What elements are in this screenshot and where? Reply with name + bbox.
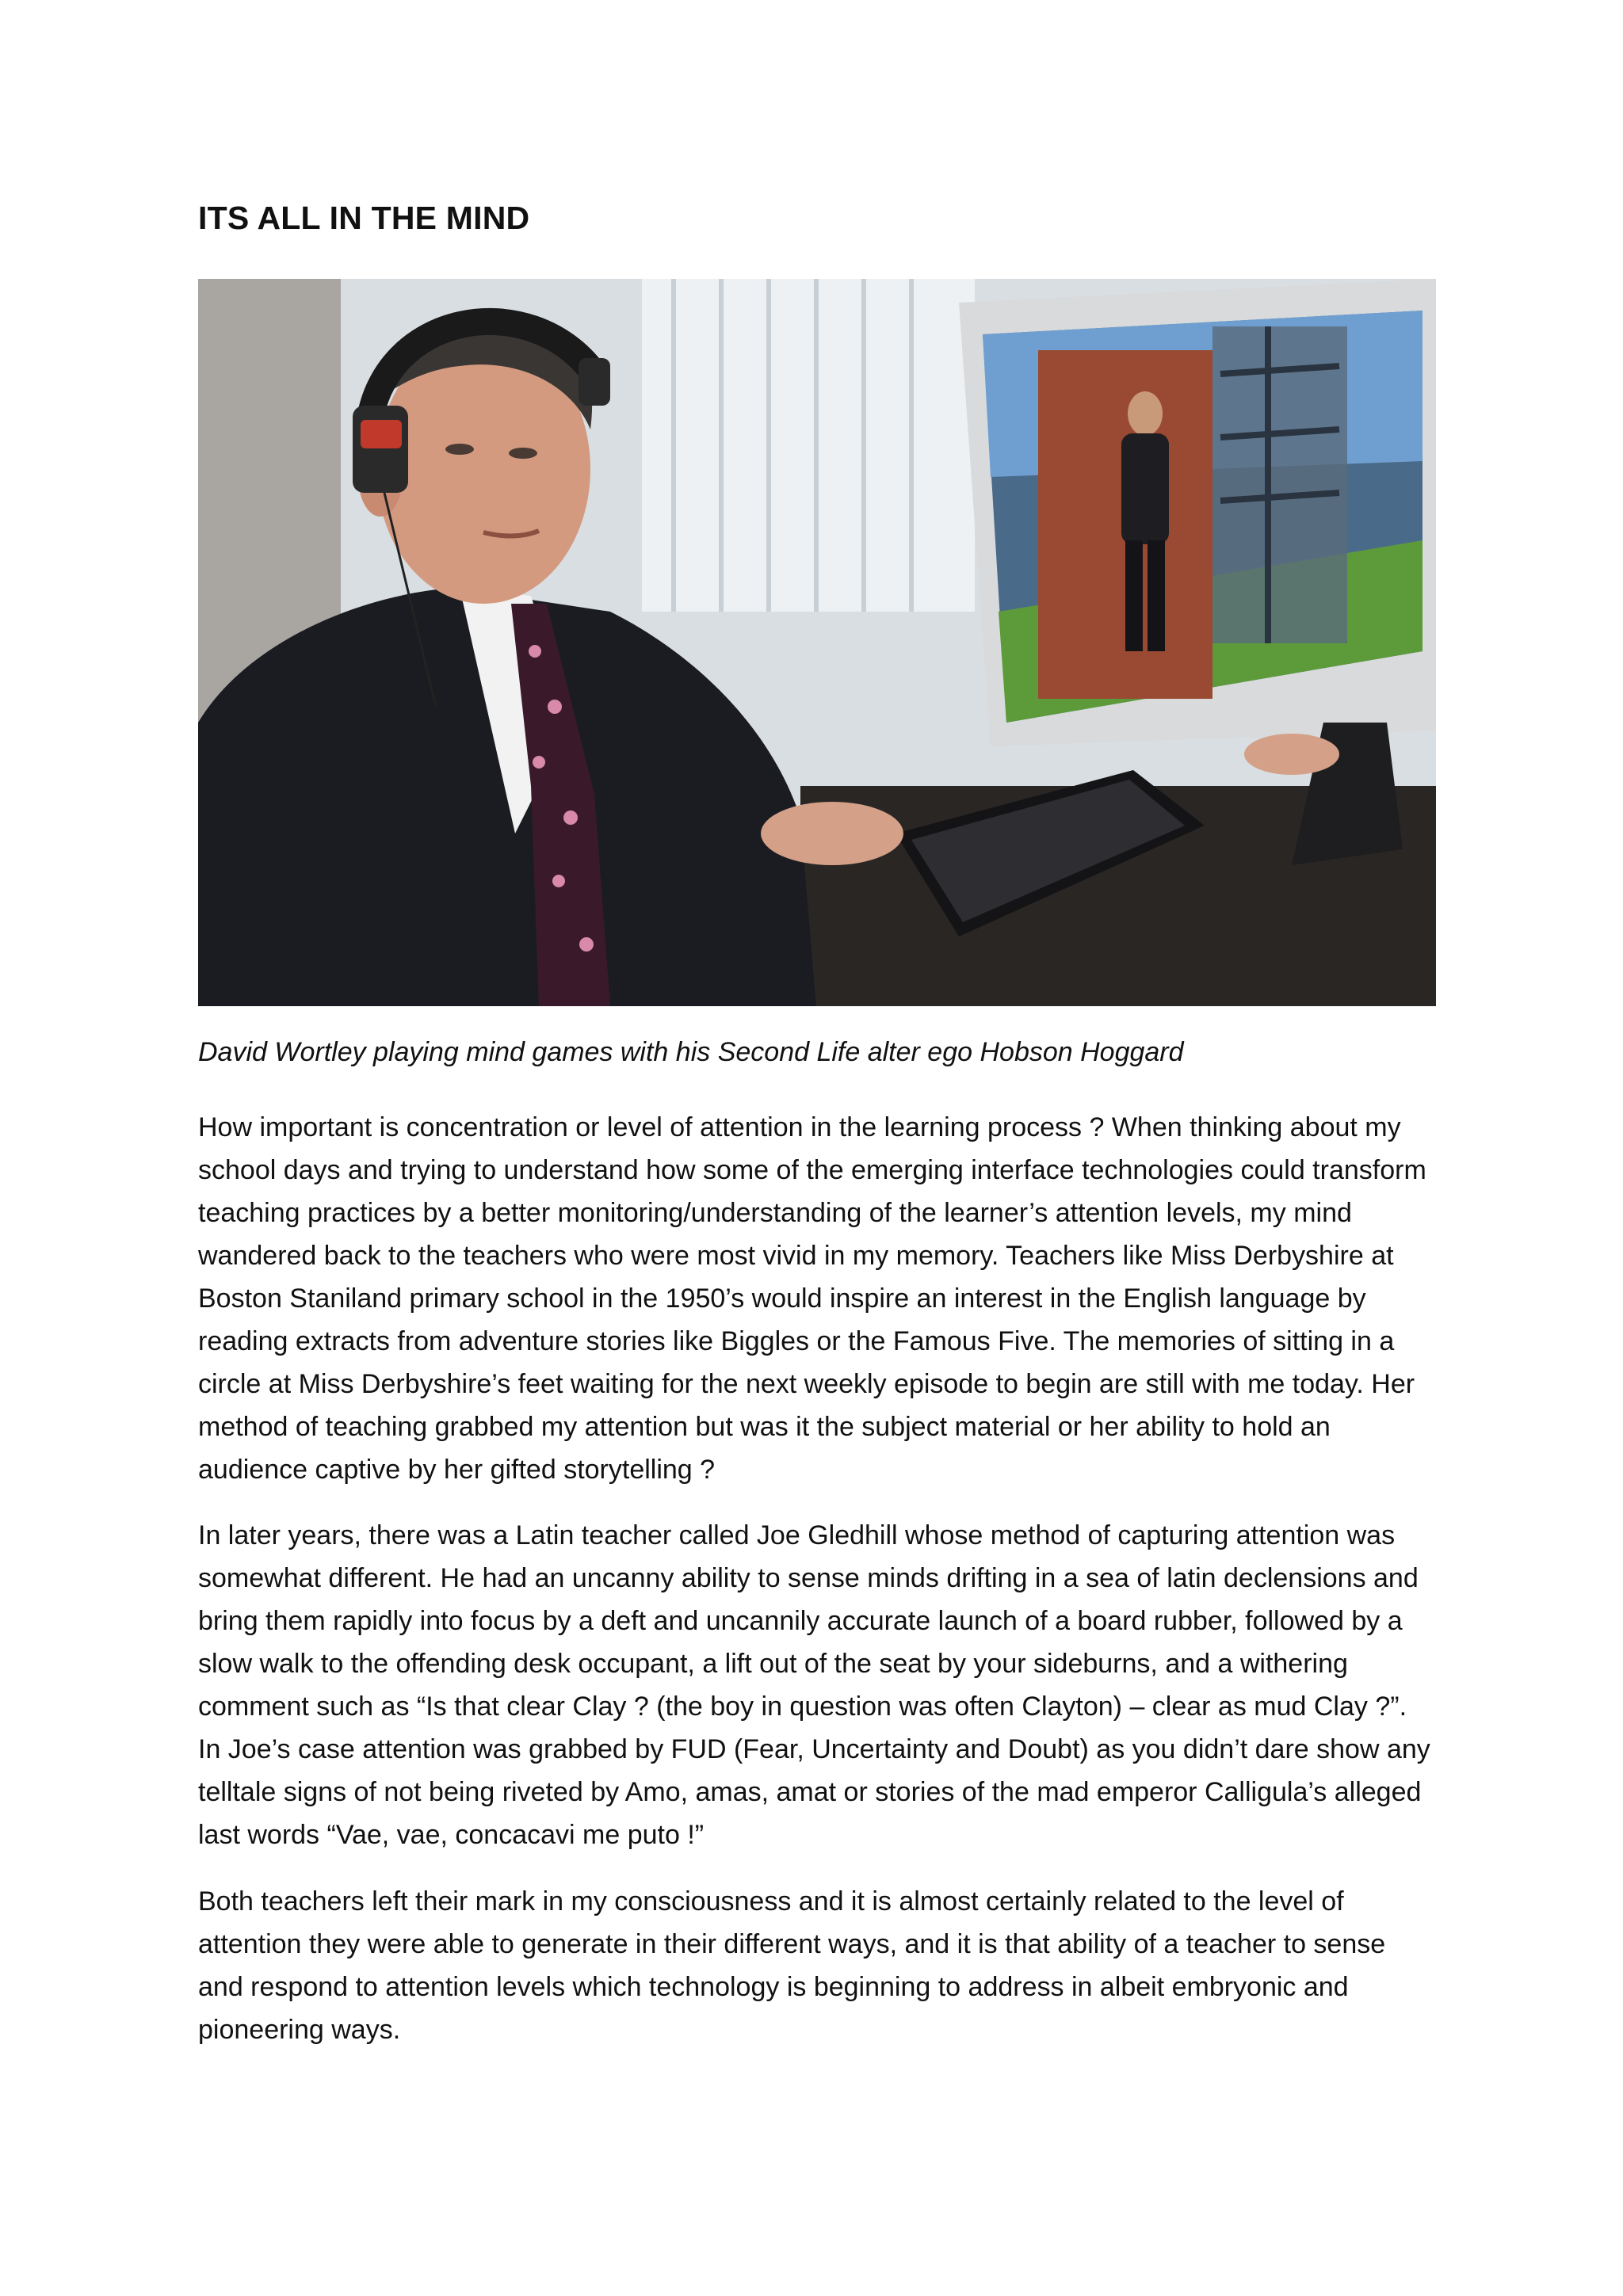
page-title: ITS ALL IN THE MIND <box>198 200 530 236</box>
body-paragraph: In later years, there was a Latin teacher called Joe Gledhill whose method of capturing attention was somewhat different. He had an uncanny ability to sense minds drifting in a sea of latin declensions and bring them rapidly into focus by a deft and uncannily accurate launch of a board rubber, followed by a slow walk to the offending desk occupant, a lift out of the seat by your sideburns, and a withering comment such as “Is that clear Clay ? (the boy in question was often Clayton) – clear as mud Clay ?”. In Joe’s case attention was grabbed by FUD (Fear, Uncertainty and Doubt) as you didn’t dare show any telltale signs of not being riveted by Amo, amas, amat or stories of the mad emperor Calligula’s alleged last words “Vae, vae, concacavi me puto !” <box>198 1520 1430 1850</box>
photo-caption: David Wortley playing mind games with his Second Life alter ego Hobson Hoggard <box>198 1037 1184 1067</box>
photo-man-eeg-headset-icon <box>198 279 1436 1006</box>
article-photo <box>198 279 1436 1006</box>
body-paragraph: Both teachers left their mark in my consciousness and it is almost certainly related to the level of attention they were able to generate in their different ways, and it is that ability of a teacher to sense and respond to attention levels which technology is beginning to address in albeit embryonic and pioneering ways. <box>198 1886 1386 2045</box>
body-paragraph: How important is concentration or level of attention in the learning process ? When thinking about my school days and trying to understand how some of the emerging interface technologies could transform teaching practices by a better monitoring/understanding of the learner’s attention levels, my mind wandered back to the teachers who were most vivid in my memory. Teachers like Miss Derbyshire at Boston Staniland primary school in the 1950’s would inspire an interest in the English language by reading extracts from adventure stories like Biggles or the Famous Five. The memories of sitting in a circle at Miss Derbyshire’s feet waiting for the next weekly episode to begin are still with me today. Her method of teaching grabbed my attention but was it the subject material or her ability to hold an audience captive by her gifted storytelling ? <box>198 1112 1426 1485</box>
